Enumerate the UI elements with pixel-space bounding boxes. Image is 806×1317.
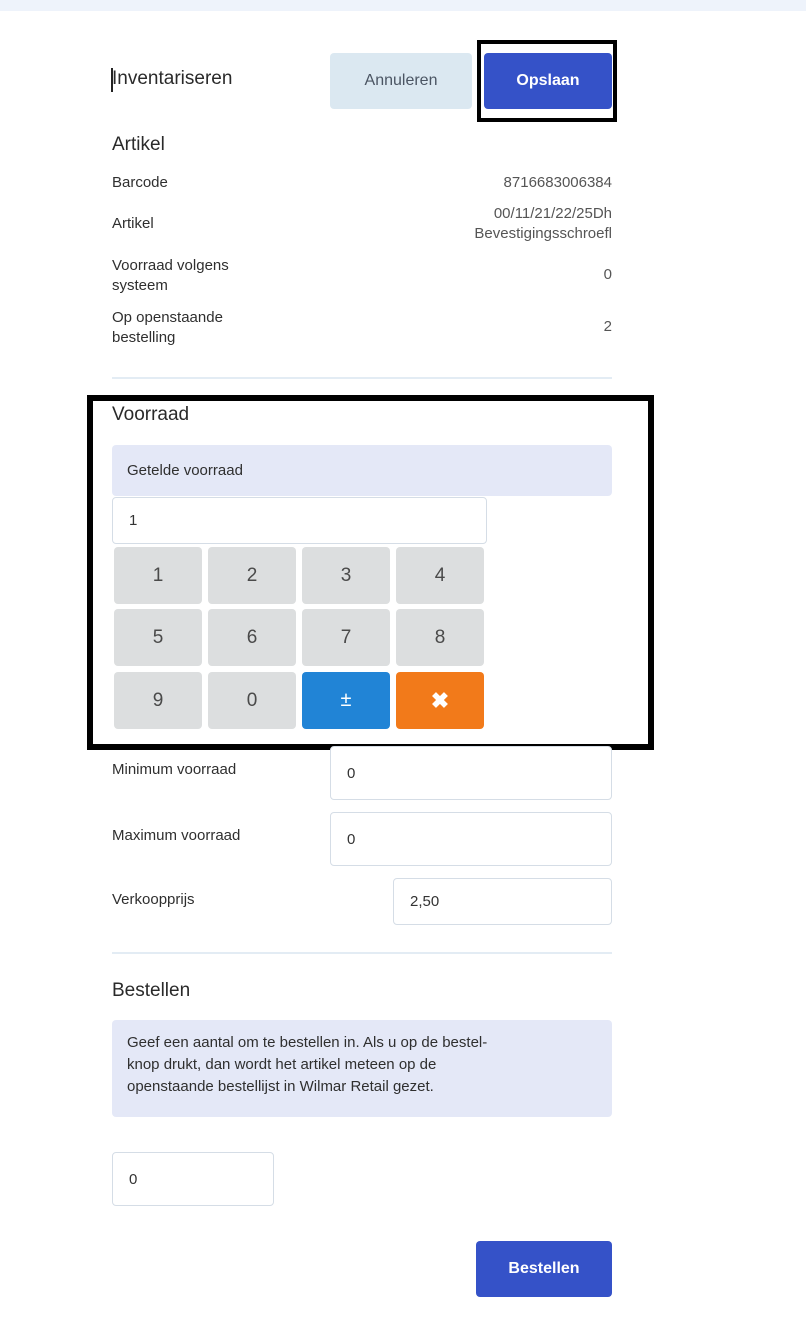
system-stock-label-line1: Voorraad volgens	[112, 257, 229, 274]
divider	[112, 952, 612, 954]
max-stock-value: 0	[347, 830, 356, 848]
keypad-plus-minus-button[interactable]: ±	[302, 672, 390, 729]
keypad-key-8[interactable]: 8	[396, 609, 484, 666]
price-value: 2,50	[410, 893, 440, 910]
order-quantity-input[interactable]	[112, 1152, 274, 1206]
article-value-line2: Bevestigingsschroefl	[474, 225, 612, 242]
system-stock-label-line2: systeem	[112, 277, 168, 294]
stock-section-title: Voorraad	[112, 404, 190, 425]
order-button[interactable]: Bestellen	[476, 1241, 612, 1297]
page-title: Inventariseren	[112, 68, 233, 89]
counted-stock-label: Getelde voorraad	[127, 462, 243, 479]
top-bar	[0, 0, 806, 11]
highlight-box-save	[477, 40, 617, 122]
min-stock-label: Minimum voorraad	[112, 761, 237, 778]
save-button[interactable]: Opslaan	[484, 53, 612, 109]
barcode-label: Barcode	[112, 174, 168, 191]
min-stock-input[interactable]	[330, 746, 612, 800]
article-section-title: Artikel	[112, 134, 165, 155]
open-order-label-line1: Op openstaande	[112, 309, 223, 326]
system-stock-value: 0	[603, 266, 612, 283]
barcode-value: 8716683006384	[503, 174, 612, 191]
keypad-key-3[interactable]: 3	[302, 547, 390, 604]
price-input[interactable]	[393, 878, 612, 925]
keypad-clear-button[interactable]: ✖	[396, 672, 484, 729]
keypad-key-0[interactable]: 0	[208, 672, 296, 729]
order-quantity-value: 0	[129, 1170, 138, 1188]
min-stock-value: 0	[347, 764, 356, 782]
open-order-value: 2	[603, 318, 612, 335]
keypad-key-9[interactable]: 9	[114, 672, 202, 729]
order-info-box	[112, 1020, 612, 1117]
open-order-label-line2: bestelling	[112, 329, 176, 346]
divider	[112, 377, 612, 379]
keypad-key-5[interactable]: 5	[114, 609, 202, 666]
price-label: Verkoopprijs	[112, 891, 195, 908]
keypad-key-7[interactable]: 7	[302, 609, 390, 666]
max-stock-label: Maximum voorraad	[112, 827, 241, 844]
keypad-key-2[interactable]: 2	[208, 547, 296, 604]
order-info-line: openstaande bestellijst in Wilmar Retail gezet.	[127, 1078, 434, 1095]
order-info-line: knop drukt, dan wordt het artikel meteen op de	[127, 1056, 437, 1073]
order-info-line: Geef een aantal om te bestellen in. Als u op de bestel-	[127, 1034, 488, 1051]
highlight-box-stock	[87, 395, 654, 750]
keypad-key-1[interactable]: 1	[114, 547, 202, 604]
order-section-title: Bestellen	[112, 980, 191, 1001]
keypad-key-4[interactable]: 4	[396, 547, 484, 604]
max-stock-input[interactable]	[330, 812, 612, 866]
keypad-key-6[interactable]: 6	[208, 609, 296, 666]
cancel-button[interactable]: Annuleren	[330, 53, 472, 109]
article-value-line1: 00/11/21/22/25Dh	[493, 205, 612, 222]
counted-stock-value: 1	[129, 512, 138, 529]
article-label: Artikel	[112, 215, 154, 232]
